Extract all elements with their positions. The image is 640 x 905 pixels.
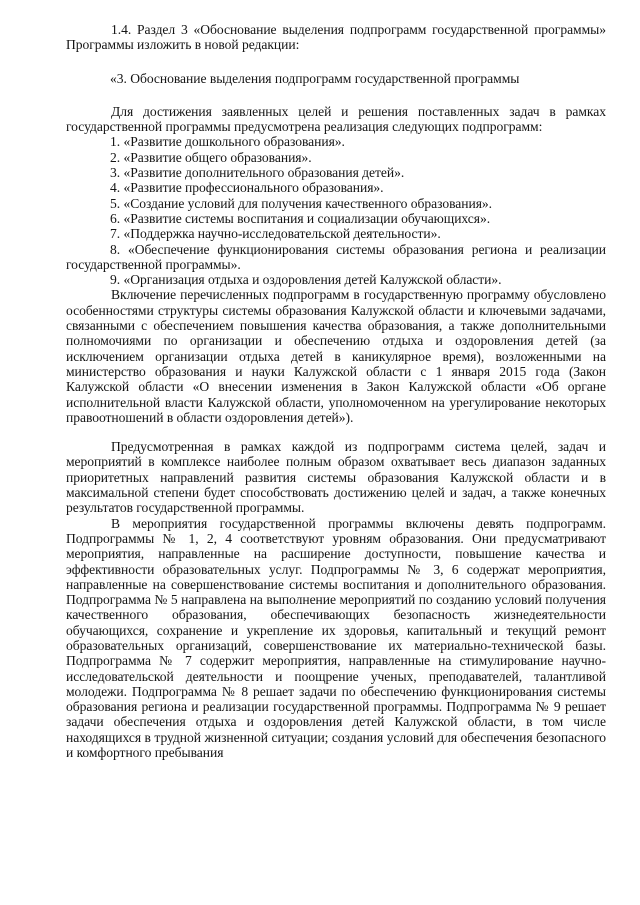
spacer — [66, 425, 606, 439]
list-item: 1. «Развитие дошкольного образования». — [110, 134, 345, 150]
intro-paragraph: 1.4. Раздел 3 «Обоснование выделения подпрограмм государственной программы» Программы изложить в новой редакции: — [66, 22, 606, 53]
list-item: 5. «Создание условий для получения качественного образования». — [110, 195, 493, 211]
list-item: 2. «Развитие общего образования». — [110, 149, 312, 165]
spacer — [66, 53, 606, 71]
list-item: 3. «Развитие дополнительного образования детей». — [110, 165, 405, 181]
body-paragraph-2: Предусмотренная в рамках каждой из подпрограмм система целей, задач и мероприятий в комплексе наиболее полным образом охватывает весь диапазон заданных приоритетных направлений развития системы образования Калужской области и в максимальной степени будет способствовать достижению целей и задач, а также конечных результатов государственной программы. — [66, 439, 606, 516]
body-paragraph-1: Включение перечисленных подпрограмм в государственную программу обусловлено особенностями структуры системы образования Калужской области и ключевыми задачами, связанными с обеспечением повышения качества образования, а также дополнительными полномочиями по организации и обеспечению отдыха и оздоровления детей (за исключением организации отдыха детей в каникулярное время), возложенными на министерство образования и науки Калужской области с 1 января 2015 года (Закон Калужской области «О внесении изменения в Закон Калужской области «Об органе исполнительной власти Калужской области, уполномоченном на урегулирование некоторых правоотношений в области оздоровления детей»). — [66, 287, 606, 425]
subprogram-list — [66, 134, 606, 287]
section-heading: «3. Обоснование выделения подпрограмм государственной программы — [110, 70, 520, 86]
spacer — [66, 86, 606, 104]
list-item: 6. «Развитие системы воспитания и социализации обучающихся». — [110, 210, 491, 226]
body-paragraph-3: В мероприятия государственной программы включены девять подпрограмм. Подпрограммы № 1, 2, 4 соответствуют уровням образования. Они предусматривают мероприятия, направленные на расширение доступности, повышение качества и эффективности образовательных услуг. Подпрограммы № 3, 6 содержат мероприятия, направленные на совершенствование системы воспитания и дополнительного образования. Подпрограмма № 5 направлена на выполнение мероприятий по созданию условий получения качественного образования, обеспечивающих безопасность жизнедеятельности обучающихся, сохранение и укрепление их здоровья, капитальный и текущий ремонт образовательных организаций, совершенствование их материально-технической базы. Подпрограмма № 7 содержит мероприятия, направленные на стимулирование научно-исследовательской деятельности и поощрение ученых, преподавателей, талантливой молодежи. Подпрограмма № 8 решает задачи по обеспечению функционирования системы образования региона и реализации государственной программы. Подпрограмма № 9 решает задачи обеспечения отдыха и оздоровления детей Калужской области, в том числе находящихся в трудной жизненной ситуации; создания условий для обеспечения безопасного и комфортного пребывания — [66, 515, 606, 761]
list-item: 8. «Обеспечение функционирования системы образования региона и реализации государственной программы». — [66, 241, 606, 272]
list-item: 9. «Организация отдыха и оздоровления детей Калужской области». — [110, 272, 502, 288]
list-item: 7. «Поддержка научно-исследовательской деятельности». — [110, 226, 441, 242]
lead-paragraph: Для достижения заявленных целей и решения поставленных задач в рамках государственной программы предусмотрена реализация следующих подпрограмм: — [66, 103, 606, 135]
list-item: 4. «Развитие профессионального образования». — [110, 180, 384, 196]
